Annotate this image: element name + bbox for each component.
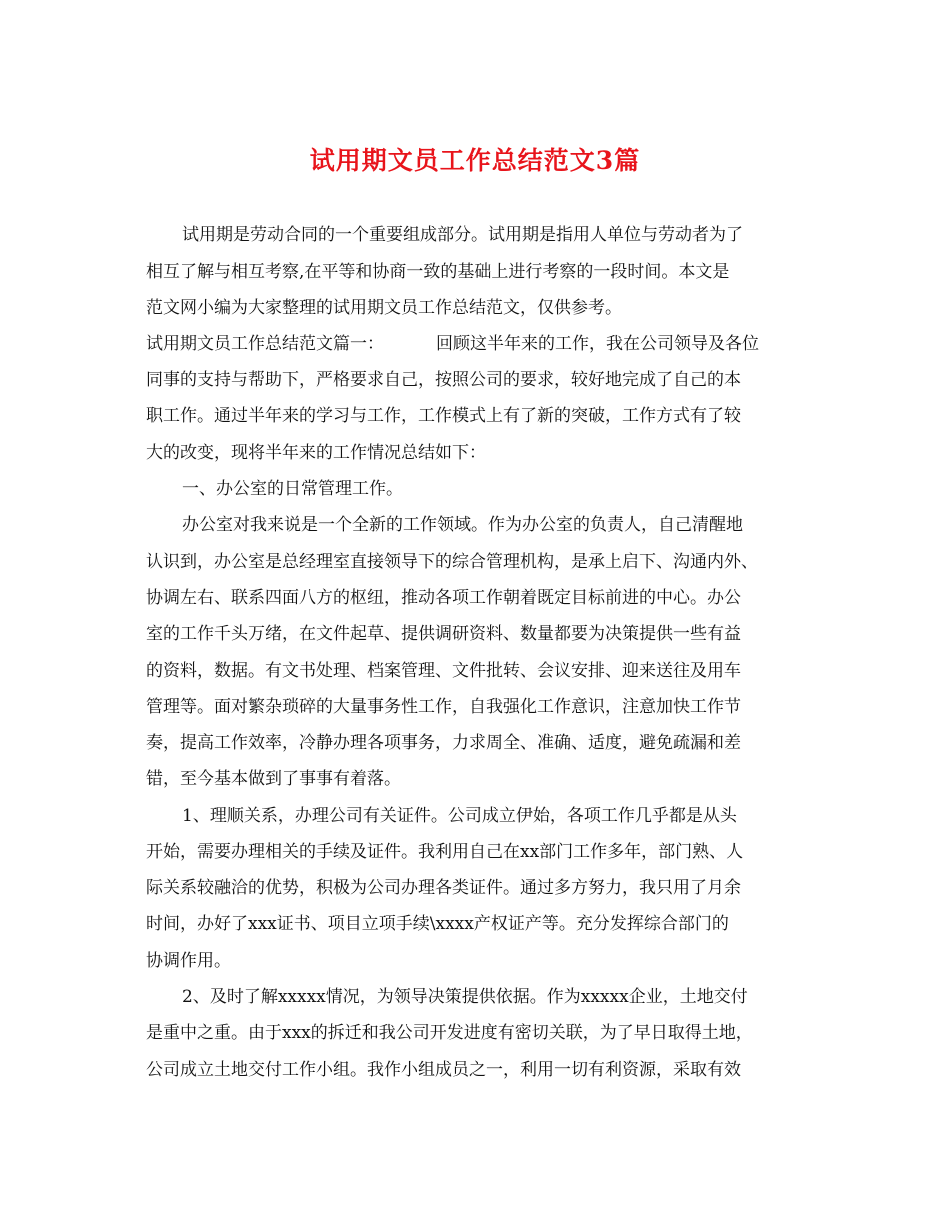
section-first-text: 回顾这半年来的工作，我在公司领导及各位	[436, 334, 759, 354]
office-paragraph-line: 管理等。面对繁杂琐碎的大量事务性工作，自我强化工作意识，注意加快工作节	[146, 697, 741, 717]
section-heading: 试用期文员工作总结范文篇一：	[146, 334, 384, 354]
section-line: 大的改变，现将半年来的工作情况总结如下：	[146, 443, 486, 463]
section-line: 同事的支持与帮助下，严格要求自己，按照公司的要求，较好地完成了自己的本	[146, 370, 741, 390]
intro-line: 范文网小编为大家整理的试用期文员工作总结范文，仅供参考。	[146, 298, 622, 318]
office-paragraph-line: 办公室对我来说是一个全新的工作领域。作为办公室的负责人，自己清醒地	[182, 515, 743, 535]
item-one-line: 时间，办好了xxx证书、项目立项手续\xxxx产权证产等。充分发挥综合部门的	[146, 914, 729, 934]
office-paragraph-line: 错，至今基本做到了事事有着落。	[146, 769, 401, 789]
office-paragraph-line: 室的工作千头万绪，在文件起草、提供调研资料、数量都要为决策提供一些有益	[146, 624, 741, 644]
office-paragraph-line: 协调左右、联系四面八方的枢纽，推动各项工作朝着既定目标前进的中心。办公	[146, 588, 741, 608]
item-one-line: 际关系较融洽的优势，积极为公司办理各类证件。通过多方努力，我只用了月余	[146, 878, 741, 898]
office-paragraph-line: 奏，提高工作效率，冷静办理各项事务，力求周全、准确、适度，避免疏漏和差	[146, 733, 741, 753]
office-paragraph-line: 认识到，办公室是总经理室直接领导下的综合管理机构，是承上启下、沟通内外、	[146, 552, 758, 572]
item-one-line: 开始，需要办理相关的手续及证件。我利用自己在xx部门工作多年，部门熟、人	[146, 842, 744, 862]
section-heading-line	[146, 332, 759, 356]
document-title: 试用期文员工作总结范文3篇	[309, 146, 641, 175]
item-two-line: 2、及时了解xxxxx情况，为领导决策提供依据。作为xxxxx企业，土地交付	[182, 987, 748, 1007]
item-one-line: 协调作用。	[146, 951, 231, 971]
intro-line: 相互了解与相互考察,在平等和协商一致的基础上进行考察的一段时间。本文是	[146, 262, 730, 282]
intro-line: 试用期是劳动合同的一个重要组成部分。试用期是指用人单位与劳动者为了	[182, 225, 743, 245]
item-two-line: 公司成立土地交付工作小组。我作小组成员之一，利用一切有利资源，采取有效	[146, 1060, 741, 1080]
section-line: 职工作。通过半年来的学习与工作，工作模式上有了新的突破，工作方式有了较	[146, 406, 741, 426]
subheading-office: 一、办公室的日常管理工作。	[182, 479, 403, 499]
office-paragraph-line: 的资料，数据。有文书处理、档案管理、文件批转、会议安排、迎来送往及用车	[146, 661, 741, 681]
item-two-line: 是重中之重。由于xxx的拆迁和我公司开发进度有密切关联，为了早日取得土地，	[146, 1023, 753, 1043]
item-one-line: 1、理顺关系，办理公司有关证件。公司成立伊始，各项工作几乎都是从头	[182, 806, 737, 826]
